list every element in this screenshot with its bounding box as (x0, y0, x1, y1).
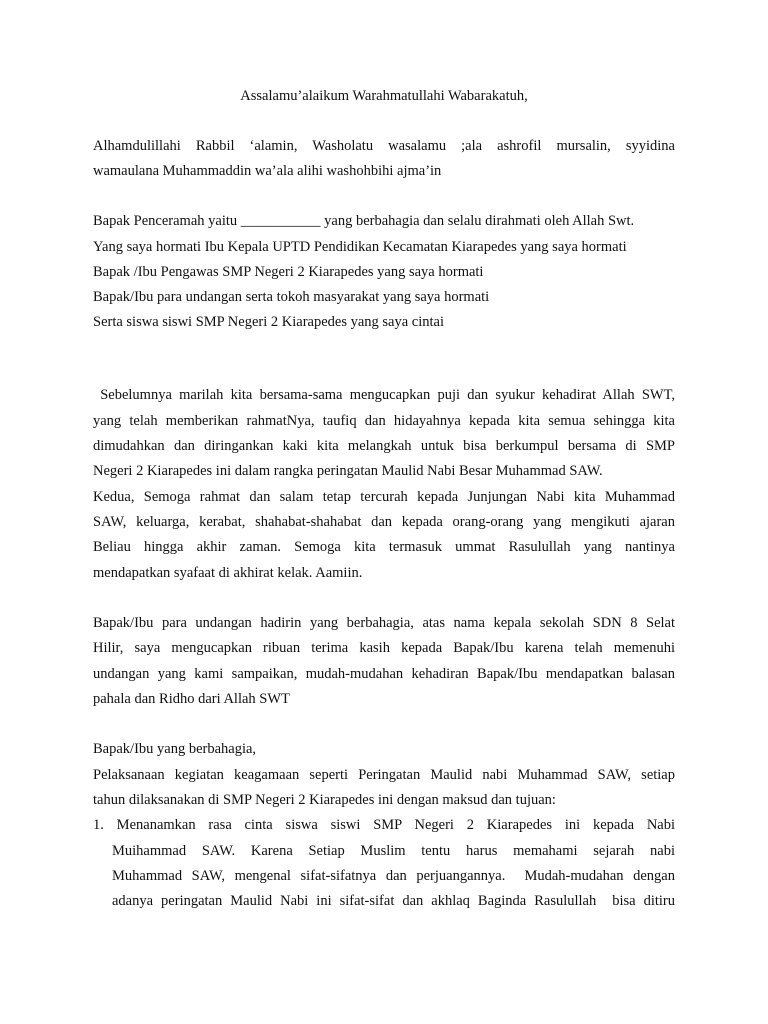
honorific-line: Bapak Penceramah yaitu ___________ yang berbahagia dan selalu dirahmati oleh Allah Swt. (93, 213, 635, 229)
salutation: Assalamu’alaikum Warahmatullahi Wabarakatuh, (240, 88, 528, 104)
paragraph-line: Hilir, saya mengucapkan ribuan terima kasih kepada Bapak/Ibu karena telah memenuhi (93, 640, 675, 656)
paragraph-line: undangan yang kami sampaikan, mudah-mudahan kehadiran Bapak/Ibu mendapatkan balasan (93, 666, 675, 682)
list-item-line: Muihammad SAW. Karena Setiap Muslim tentu harus memahami sejarah nabi (112, 843, 675, 859)
paragraph-greeting: Bapak/Ibu yang berbahagia, (93, 741, 257, 757)
paragraph-line: dimudahkan dan diringankan kaki kita melangkah untuk bisa berkumpul bersama di SMP (93, 438, 675, 454)
paragraph-line: yang telah memberikan rahmatNya, taufiq dan hidayahnya kepada kita semua sehingga kita (93, 413, 675, 429)
opening-line: wamaulana Muhammaddin wa’ala alihi washohbihi ajma’in (93, 163, 442, 179)
honorific-line: Yang saya hormati Ibu Kepala UPTD Pendidikan Kecamatan Kiarapedes yang saya hormati (93, 239, 627, 255)
paragraph-line: Sebelumnya marilah kita bersama-sama mengucapkan puji dan syukur kehadirat Allah SWT, (93, 387, 675, 403)
paragraph-line: Pelaksanaan kegiatan keagamaan seperti Peringatan Maulid nabi Muhammad SAW, setiap (93, 767, 675, 783)
paragraph-line: SAW, keluarga, kerabat, shahabat-shahabat dan kepada orang-orang yang mengikuti ajaran (93, 514, 675, 530)
list-item-line: Muhammad SAW, mengenal sifat-sifatnya dan perjuangannya. Mudah-mudahan dengan (112, 868, 675, 884)
honorific-line: Serta siswa siswi SMP Negeri 2 Kiarapedes yang saya cintai (93, 314, 445, 330)
paragraph-line: mendapatkan syafaat di akhirat kelak. Aamiin. (93, 565, 363, 581)
list-item-line: adanya peringatan Maulid Nabi ini sifat-sifat dan akhlaq Baginda Rasulullah bisa ditiru (112, 893, 675, 909)
paragraph-line: Beliau hingga akhir zaman. Semoga kita termasuk ummat Rasulullah yang nantinya (93, 539, 675, 555)
paragraph-line: pahala dan Ridho dari Allah SWT (93, 691, 290, 707)
honorific-line: Bapak/Ibu para undangan serta tokoh masyarakat yang saya hormati (93, 289, 490, 305)
paragraph-line: Bapak/Ibu para undangan hadirin yang berbahagia, atas nama kepala sekolah SDN 8 Selat (93, 615, 675, 631)
honorific-line: Bapak /Ibu Pengawas SMP Negeri 2 Kiarapedes yang saya hormati (93, 264, 484, 280)
list-item-line: 1. Menanamkan rasa cinta siswa siswi SMP Negeri 2 Kiarapedes ini kepada Nabi (93, 817, 675, 833)
paragraph-line: Negeri 2 Kiarapedes ini dalam rangka peringatan Maulid Nabi Besar Muhammad SAW. (93, 463, 603, 479)
paragraph-line: Kedua, Semoga rahmat dan salam tetap tercurah kepada Junjungan Nabi kita Muhammad (93, 489, 675, 505)
opening-line: Alhamdulillahi Rabbil ‘alamin, Washolatu wasalamu ;ala ashrofil mursalin, syyidina (93, 138, 675, 154)
paragraph-line: tahun dilaksanakan di SMP Negeri 2 Kiarapedes ini dengan maksud dan tujuan: (93, 792, 556, 808)
